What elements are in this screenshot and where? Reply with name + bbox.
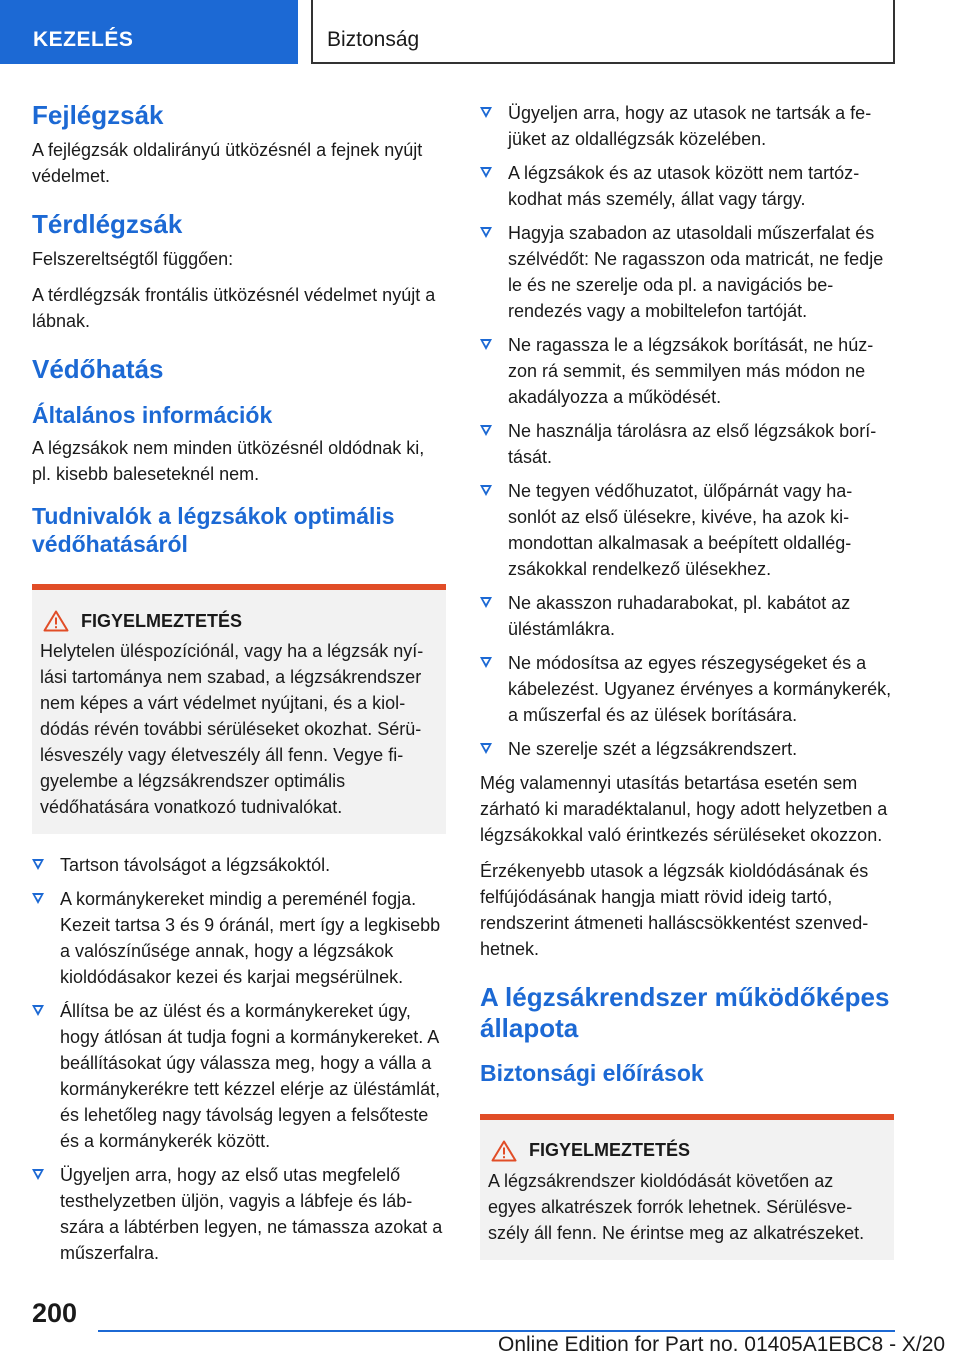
warning-title: FIGYELMEZTETÉS [529, 1140, 691, 1161]
bullet-list-left [32, 852, 446, 1266]
bullet-list-right [480, 100, 894, 762]
list-item: Tartson távolságot a légzsákoktól. [32, 852, 446, 878]
triangle-bullet-icon [480, 657, 492, 668]
heading-terdlegzsak: Térdlégzsák [32, 209, 183, 240]
triangle-bullet-icon [480, 597, 492, 608]
list-item: Ne módosítsa az egyes részegységeket és a kábelezést. Ugyanez érvényes a kormánykerék, a műszerfal és az ülések borítására. [480, 650, 894, 728]
list-item: A légzsákok és az utasok között nem tartózkodhat más személy, állat vagy tárgy. [480, 160, 894, 212]
page-number: 200 [32, 1298, 78, 1328]
paragraph-maradektalanul: Még valamennyi utasítás betartása esetén sem zárható ki maradéktalanul, hogy adott helyzetben a légzsákokkal való érintkezés sérüléseket okozzon. [480, 773, 888, 845]
warning-header [40, 610, 438, 632]
warning-triangle-icon [491, 1140, 517, 1162]
warning-header [488, 1140, 886, 1162]
triangle-bullet-icon [32, 893, 44, 904]
subsection-title: Biztonság [311, 0, 895, 64]
list-item: Hagyja szabadon az utasoldali műszerfalat és szélvédőt: Ne ragasszon oda matricát, ne fedje le és ne szerelje oda pl. a navigációs berendezés vagy a mobiltelefon tartóját. [480, 220, 894, 324]
list-item: Ne ragassza le a légzsákok borítását, ne húzzon rá semmit, és semmilyen más módon ne akadályozza a működését. [480, 332, 894, 410]
triangle-bullet-icon [480, 227, 492, 238]
paragraph-fejlegzsak: A fejlégzsák oldalirányú ütközésnél a fejnek nyújt védelmet. [32, 140, 423, 187]
list-item: Ne tegyen védőhuzatot, ülőpárnát vagy hasonlót az első ülésekre, kivéve, ha azok kimondottan alkalmasak a beépített oldallégzsákokkal rendelkező ülésekhez. [480, 478, 894, 582]
list-item: Ne szerelje szét a légzsákrendszert. [480, 736, 894, 762]
paragraph-erzekenyebb-utasok: Érzékenyebb utasok a légzsák kioldódásának és felfújódásának hangja miatt rövid ideig tartó, rendszerint átmeneti halláscsökkentést szenvedhetnek. [480, 861, 869, 959]
section-tab: KEZELÉS [0, 0, 298, 64]
warning-box-right [480, 1114, 894, 1260]
triangle-bullet-icon [32, 1169, 44, 1180]
warning-text: Helytelen üléspozíciónál, vagy ha a légzsák nyílási tartománya nem szabad, a légzsákrendszer nem képes a várt védelmet nyújtani, és a kioldódás révén további sérüléseket okozhat. Sérülésveszély vagy életveszély áll fenn. Vegye figyelembe a légzsákrendszer optimális védőhatására vonatkozó tudnivalókat. [40, 641, 424, 818]
heading-biztonsagi-eloirasok: Biztonsági előírások [480, 1060, 704, 1087]
triangle-bullet-icon [480, 167, 492, 178]
left-column [32, 100, 446, 1274]
list-item: A kormánykereket mindig a pereménél fogja. Kezeit tartsa 3 és 9 óránál, mert így a legkisebb a valószínűsége annak, hogy a légzsákok kioldódásakor kezei és karjai megsérülnek. [32, 886, 446, 990]
footer-edition: Online Edition for Part no. 01405A1EBC8 - X/20 [498, 1333, 946, 1356]
paragraph-terd-felszereltseg: Felszereltségtől függően: [32, 249, 234, 270]
list-item: Ügyeljen arra, hogy az utasok ne tartsák a fejüket az oldallégzsák közelében. [480, 100, 894, 152]
list-item: Ne használja tárolásra az első légzsákok borítását. [480, 418, 894, 470]
warning-text: A légzsákrendszer kioldódását követően az egyes alkatrészek forrók lehetnek. Sérülésveszély áll fenn. Ne érintse meg az alkatrészeket. [488, 1170, 865, 1243]
triangle-bullet-icon [480, 743, 492, 754]
list-item: Ne akasszon ruhadarabokat, pl. kabátot az üléstámlákra. [480, 590, 894, 642]
triangle-bullet-icon [32, 1005, 44, 1016]
heading-vedohatas: Védőhatás [32, 354, 164, 385]
paragraph-altalanos: A légzsákok nem minden ütközésnél oldódnak ki, pl. kisebb baleseteknél nem. [32, 438, 425, 485]
triangle-bullet-icon [480, 425, 492, 436]
heading-altalanos-informaciok: Általános információk [32, 401, 273, 428]
right-column [480, 100, 894, 1278]
paragraph-terdlegzsak: A térdlégzsák frontális ütközésnél védelmet nyújt a lábnak. [32, 285, 436, 332]
list-item: Ügyeljen arra, hogy az első utas megfelelő testhelyzetben üljön, vagyis a lábfeje és lábszára a lábtérben legyen, ne támassza azokat a műszerfalra. [32, 1162, 446, 1266]
triangle-bullet-icon [480, 107, 492, 118]
heading-tudnivalok: Tudnivalók a légzsákok optimális védőhatásáról [32, 503, 395, 557]
warning-triangle-icon [43, 610, 69, 632]
footer-divider [98, 1330, 895, 1332]
warning-title: FIGYELMEZTETÉS [81, 610, 243, 631]
heading-fejlegzsak: Fejlégzsák [32, 100, 164, 130]
list-item: Állítsa be az ülést és a kormánykereket úgy, hogy átlósan át tudja fogni a kormánykereket. A beállításokat úgy válassza meg, hogy a válla a kormánykerékre tett kézzel elérje az üléstámlát, és lehetőleg nagy távolság legyen a felsőteste és a kormánykerék között. [32, 998, 446, 1154]
warning-box-left [32, 584, 446, 834]
triangle-bullet-icon [480, 485, 492, 496]
triangle-bullet-icon [480, 339, 492, 350]
triangle-bullet-icon [32, 859, 44, 870]
heading-mukodokepes-allapot: A légzsákrendszer működőképes állapota [480, 982, 890, 1044]
